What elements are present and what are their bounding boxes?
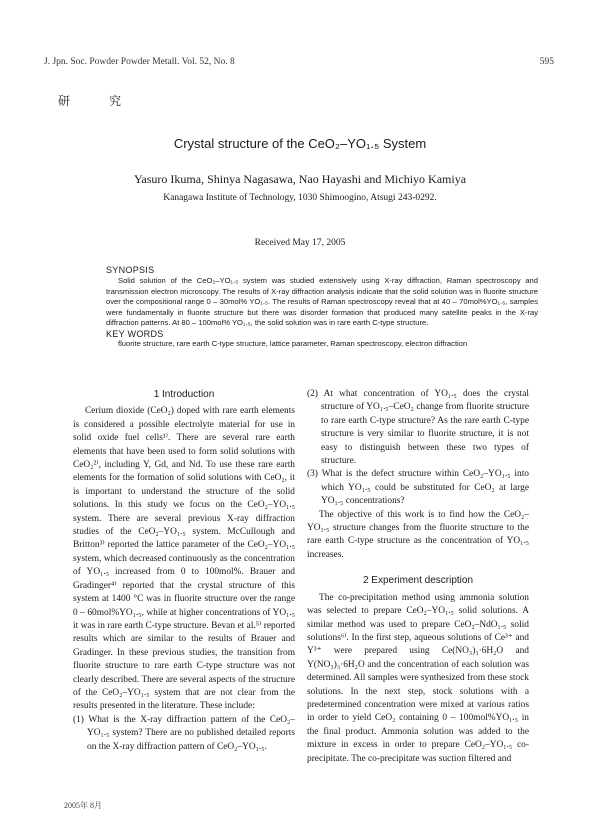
left-column [73,388,295,754]
section-heading-introduction: 1 Introduction [153,389,215,400]
author-list: Yasuro Ikuma, Shinya Nagasawa, Nao Hayashi and Michiyo Kamiya [133,172,467,186]
synopsis-text: Solid solution of the CeO₂–YO₁.₅ system was studied extensively using X-ray diffraction, Raman spectroscopy and transmission electron microscopy. The results of X-ray diffraction analysis indicate that the solid solution was in fluorite structure over the compositional range 0 – 30mol% YO₁.₅. The results of Raman spectroscopy reveal that at 40 – 70mol%YO₁.₅, samples were fundamentally in fluorite structure but there was disorder formation that produced many satellite peaks in the X-ray diffraction patterns. At 80 – 100mol% YO₁.₅, the solid solution was in rare earth C-type structure. [106,276,538,328]
page-number: 595 [539,57,554,67]
affiliation: Kanagawa Institute of Technology, 1030 Shimoogino, Atsugi 243-0292. [163,193,437,203]
keywords-text: fluorite structure, rare earth C-type structure, lattice parameter, Raman spectroscopy, electron diffraction [118,338,468,348]
objective-paragraph: The objective of this work is to find how the CeO₂–YO₁.₅ structure changes from the fluorite structure to the rare earth C-type structure as the concentration of YO₁.₅ increases. [307,509,529,560]
question-1: (1) What is the X-ray diffraction pattern of the CeO₂–YO₁.₅ system? There are no published detailed reports on the X-ray diffraction pattern of CeO₂–YO₁.₅. [73,714,295,752]
question-3: (3) What is the defect structure within CeO₂–YO₁.₅ into which YO₁.₅ could be substituted for CeO₂ at large YO₁.₅ concentrations? [307,469,529,507]
intro-paragraph: Cerium dioxide (CeO₂) doped with rare earth elements is considered a possible electrolyte material for use in solid oxide fuel cells¹⁾. There are several rare earth elements that have been used to form solid solutions with CeO₂²⁾, including Y, Gd, and Nd. To use these rare earth elements for the formation of solid solutions with CeO₂, it is important to understand the structure of the solid solutions. In this study we focus on the CeO₂–YO₁.₅ system. There are several previous X-ray diffraction studies of the CeO₂–YO₁.₅ system. McCullough and Britton³⁾ reported the lattice parameter of the CeO₂–YO₁.₅ system, which decreased continuously as the concentration of YO₁.₅ increased from 0 to 100mol%. Brauer and Gradinger⁴⁾ reported that the crystal structure of this system at 1400 °C was in fluorite structure over the range 0 – 60mol%YO₁.₅, while at higher concentrations of YO₁.₅ it was in rare earth C-type structure. Bevan et al.⁵⁾ reported results which are similar to the results of Brauer and Gradinger. In these previous studies, the transition from fluorite structure to rare earth C-type structure was not clearly described. There are several aspects of the structure of the CeO₂–YO₁.₅ system that are not clear from the results presented in the literature. These include: [73,406,295,712]
question-2: (2) At what concentration of YO₁.₅ does the crystal structure of YO₁.₅–CeO₂ change from fluorite structure to rare earth C-type structure? As the rare earth C-type structure is very similar to fluorite structure, it is not easy to distinguish between these two types of structure. [307,389,529,467]
received-date: Received May 17, 2005 [254,238,346,248]
section-heading-experiment: 2 Experiment description [362,575,474,587]
paper-title: Crystal structure of the CeO₂–YO₁.₅ System [173,136,427,151]
experiment-paragraph: The co-precipitation method using ammonia solution was selected to prepare CeO₂–YO₁.₅ solid solutions. A similar method was used to prepare CeO₂–NdO₁.₅ solid solutions⁶⁾. In the first step, aqueous solutions of Ce³⁺ and Y³⁺ were prepared using Ce(NO₃)₃·6H₂O and Y(NO₃)₃·6H₂O and the concentration of each solution was determined. All samples were synthesized from these stock solutions. In the next step, stock solutions with a predetermined concentration were mixed at various ratios in order to yield CeO₂ containing 0 – 100mol%YO₁.₅ in the final product. Ammonia solution was added to the mixture in excess in order to prepare CeO₂–YO₁.₅ co-precipitate. The co-precipitate was suction filtered and [307,592,529,764]
keywords-heading: KEY WORDS [106,328,164,339]
article-category: 研 究 [58,94,140,108]
right-column [307,388,529,766]
page-footer: 2005年 8月 [64,801,102,810]
synopsis-heading: SYNOPSIS [106,265,155,275]
journal-header: J. Jpn. Soc. Powder Powder Metall. Vol. 52, No. 8 [44,57,235,67]
abstract-block [106,265,538,350]
